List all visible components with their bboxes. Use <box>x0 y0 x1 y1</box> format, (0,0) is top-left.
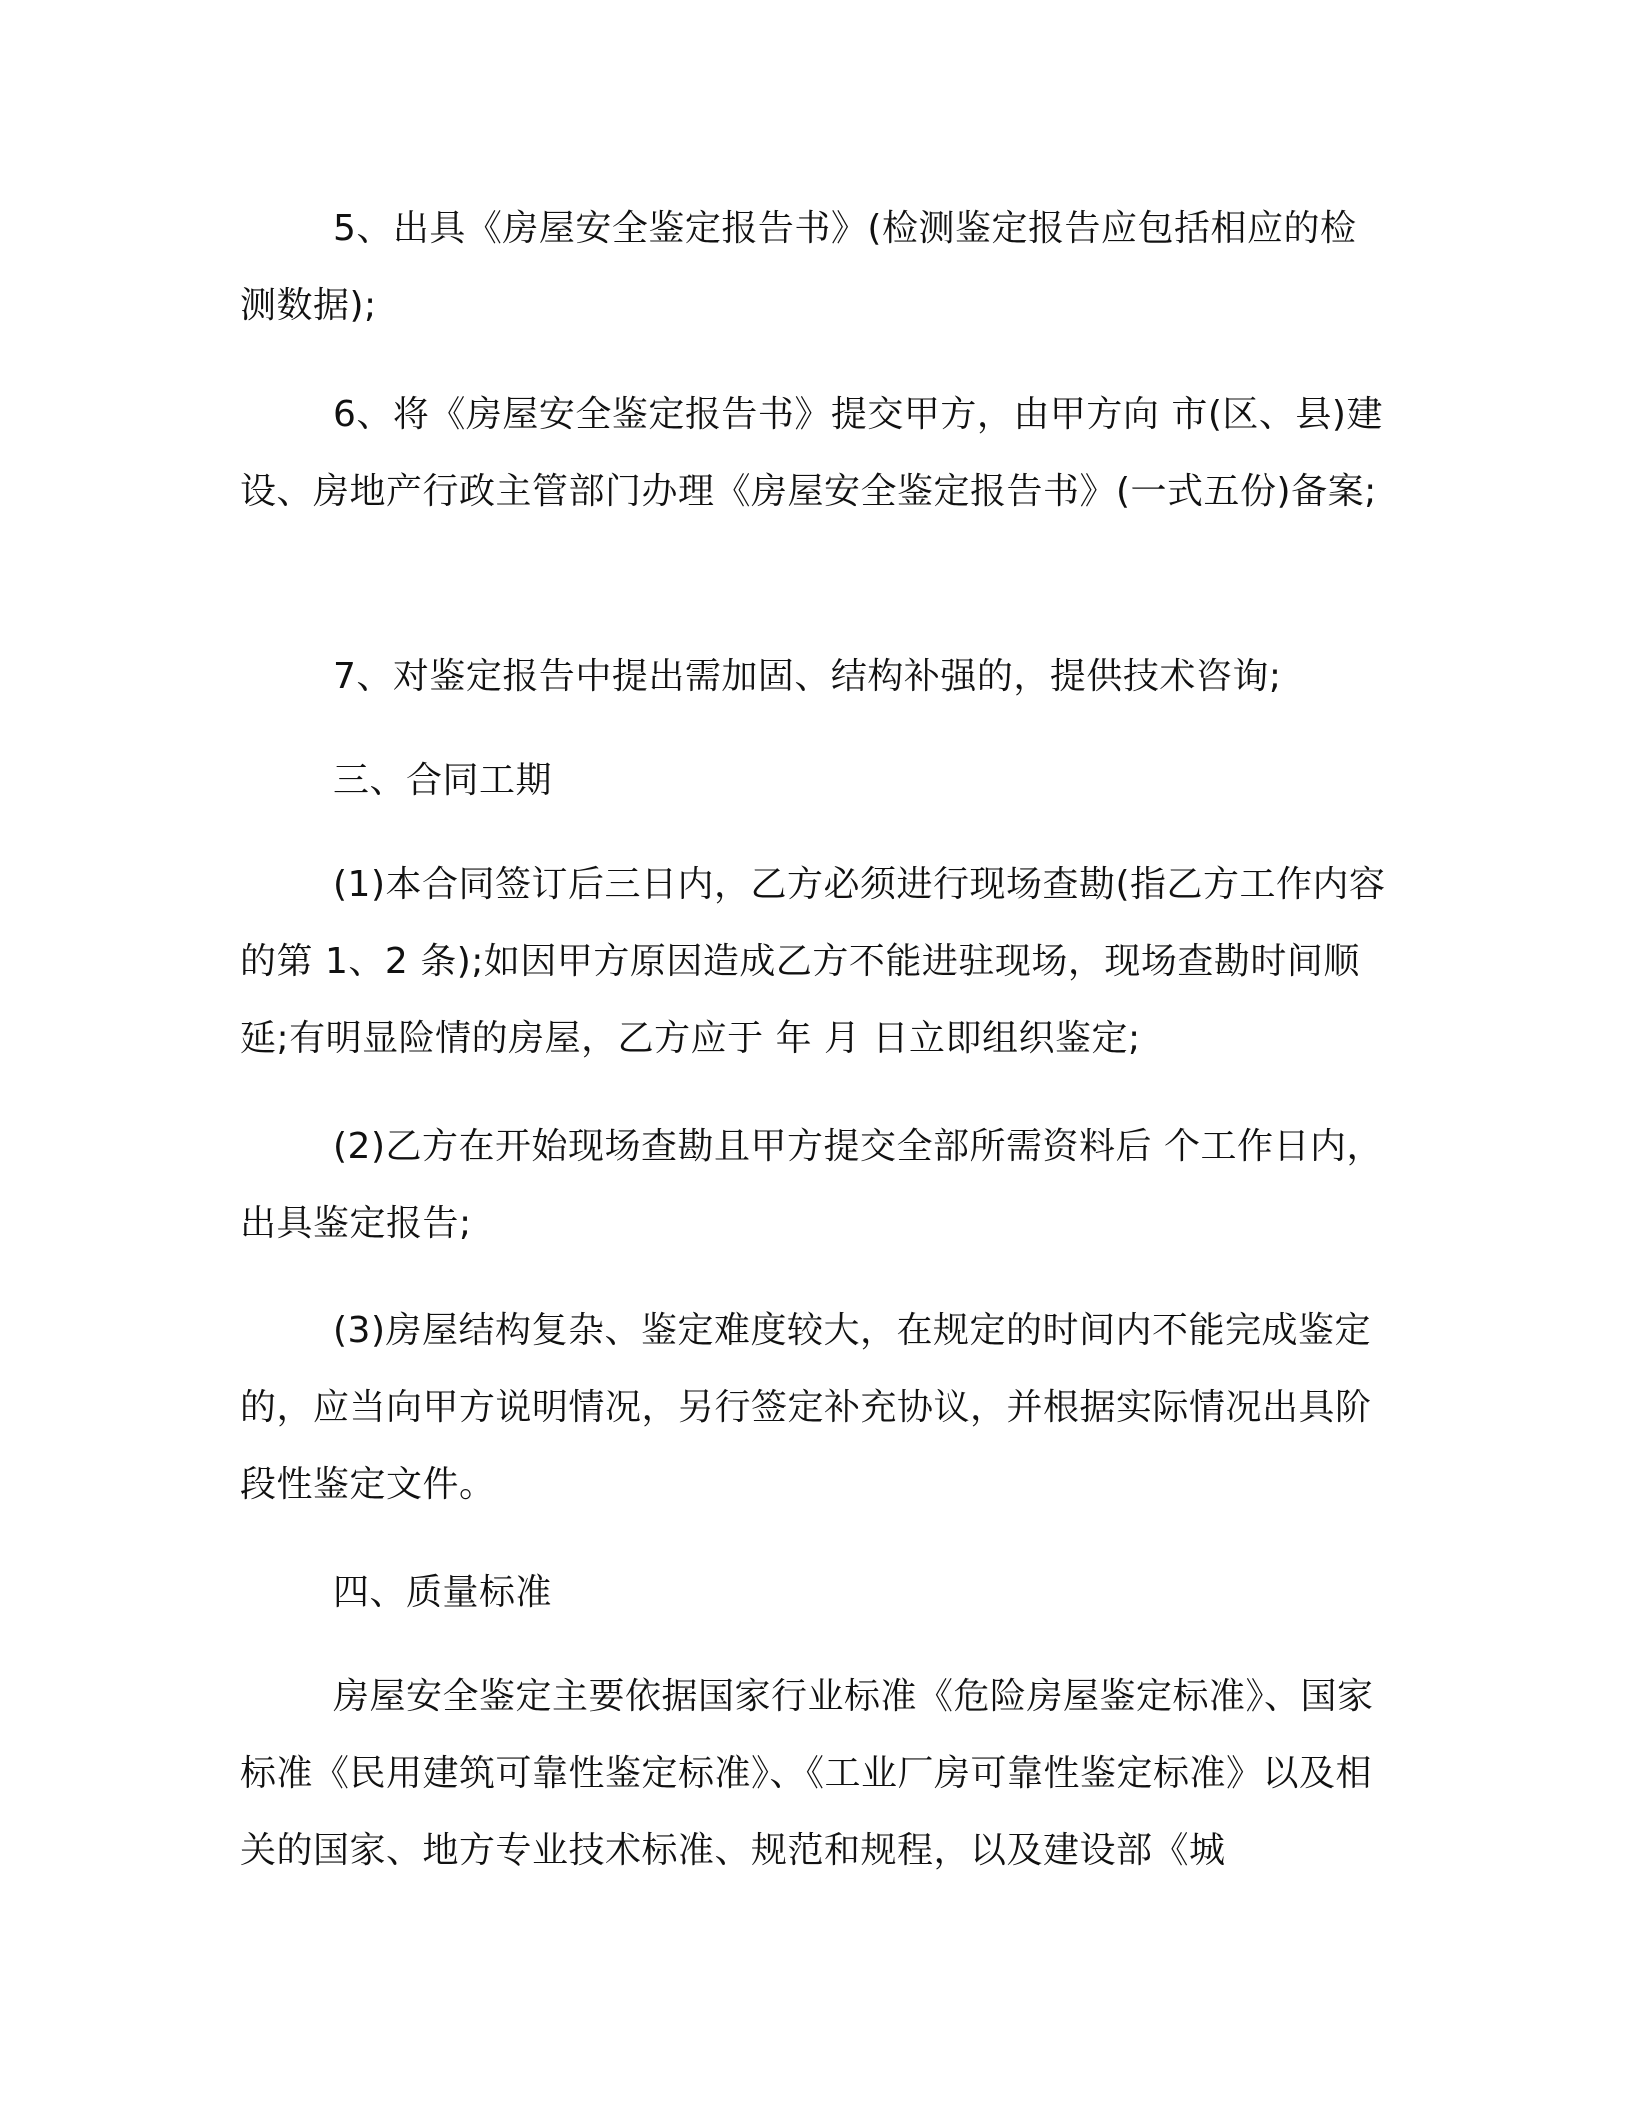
paragraph-item-5: 5、出具《房屋安全鉴定报告书》(检测鉴定报告应包括相应的检测数据); <box>240 208 1357 326</box>
section-heading-quality: 四、质量标准 <box>333 1572 553 1613</box>
paragraph-item-6: 6、将《房屋安全鉴定报告书》提交甲方，由甲方向 市(区、县)建设、房地产行政主管部门办理《房屋安全鉴定报告书》(一式五份)备案; <box>240 394 1383 512</box>
paragraph-schedule-1: (1)本合同签订后三日内，乙方必须进行现场查勘(指乙方工作内容的第 1、2 条);如因甲方原因造成乙方不能进驻现场，现场查勘时间顺延;有明显险情的房屋，乙方应于 年 月 日立即组织鉴定; <box>240 864 1386 1059</box>
paragraph-quality-standard: 房屋安全鉴定主要依据国家行业标准《危险房屋鉴定标准》、国家标准《民用建筑可靠性鉴定标准》、《工业厂房可靠性鉴定标准》以及相关的国家、地方专业技术标准、规范和规程，以及建设部《城 <box>240 1676 1374 1871</box>
paragraph-schedule-3: (3)房屋结构复杂、鉴定难度较大，在规定的时间内不能完成鉴定的，应当向甲方说明情况，另行签定补充协议，并根据实际情况出具阶段性鉴定文件。 <box>240 1310 1372 1505</box>
paragraph-item-7: 7、对鉴定报告中提出需加固、结构补强的，提供技术咨询; <box>333 656 1282 697</box>
paragraph-schedule-2: (2)乙方在开始现场查勘且甲方提交全部所需资料后 个工作日内，出具鉴定报告; <box>240 1126 1383 1244</box>
section-heading-schedule: 三、合同工期 <box>333 760 553 801</box>
